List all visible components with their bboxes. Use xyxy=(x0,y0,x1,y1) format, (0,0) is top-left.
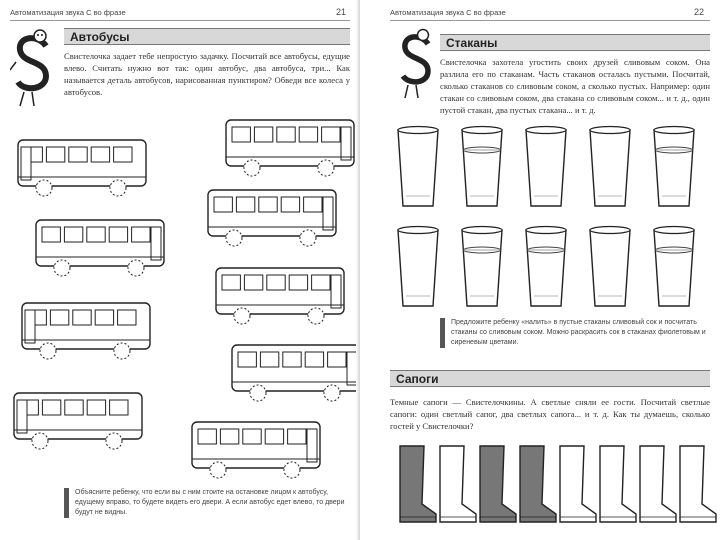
bus-wheel xyxy=(114,343,130,359)
bus-drawing xyxy=(226,120,354,176)
section-title-boots: Сапоги xyxy=(390,370,710,387)
bus-drawing xyxy=(14,393,142,449)
bus-wheel xyxy=(300,230,316,246)
glass-drawing xyxy=(462,127,502,207)
bus-wheel xyxy=(106,433,122,449)
teacher-note-glasses: Предложите ребенку «налить» в пустые стаканы сливовый сок и посчитать стаканы со сливовым соком. Можно раскрасить сок в стаканах фиолетовым и сиреневым цветами. xyxy=(440,318,710,348)
glass-drawing xyxy=(590,127,630,207)
text-glasses: Свистелочка захотела угостить своих друзей сливовым соком. Она разлила его по стаканам. Часть стаканов осталась пустыми. Посчитай, сколько стаканов со сливовым соком, а сколько пустых. Например: один стакан со сливовым соком, два стакана со сливовым соком... и т. д., один пустой стакан, два пустых стакана... и т. д. xyxy=(440,57,710,115)
right-page xyxy=(360,0,720,540)
bus-drawing xyxy=(192,422,320,478)
bus-wheel xyxy=(36,180,52,196)
bus-wheel xyxy=(318,160,334,176)
bus-drawing xyxy=(216,268,344,324)
glass-drawing xyxy=(654,227,694,307)
bus-drawing xyxy=(36,220,164,276)
section-title-glasses: Стаканы xyxy=(440,34,710,51)
bus-wheel xyxy=(54,260,70,276)
bus-wheel xyxy=(32,433,48,449)
page-number-left: 21 xyxy=(336,7,347,17)
bus-wheel xyxy=(128,260,144,276)
boot-drawing xyxy=(640,446,676,522)
glass-drawing xyxy=(398,127,438,207)
section-title-buses: Автобусы xyxy=(64,28,350,45)
boot-drawing xyxy=(440,446,476,522)
bus-drawing xyxy=(22,303,150,359)
bus-wheel xyxy=(324,385,340,401)
bus-wheel xyxy=(250,385,266,401)
bus-wheel xyxy=(210,462,226,478)
boot-drawing xyxy=(680,446,716,522)
bus-wheel xyxy=(308,308,324,324)
boot-drawing xyxy=(400,446,436,522)
boot-drawing xyxy=(600,446,636,522)
intro-text-buses: Свистелочка задает тебе непростую задачку. Посчитай все автобусы, едущие влево. Считать нужно вот так: один автобус, два автобуса, три... Как называется деталь автобусов, нарисованная пунктиром? Обведи все колеса у автобусов. xyxy=(64,51,350,97)
bus-drawing xyxy=(18,140,146,196)
bus-wheel xyxy=(226,230,242,246)
running-head-left: Автоматизация звука С во фразе xyxy=(10,8,126,17)
glass-drawing xyxy=(398,227,438,307)
bus-wheel xyxy=(234,308,250,324)
glass-drawing xyxy=(526,227,566,307)
bus-drawing xyxy=(208,190,336,246)
boot-drawing xyxy=(560,446,596,522)
bus-wheel xyxy=(284,462,300,478)
glass-drawing xyxy=(526,127,566,207)
bus-wheel xyxy=(110,180,126,196)
bus-wheel xyxy=(244,160,260,176)
teacher-note-buses: Объясните ребенку, что если вы с ним стоите на остановке лицом к автобусу, едущему вправо, то будете видеть его двери. А если автобус едет влево, то двери будут не видны. xyxy=(64,488,354,518)
bus-drawing xyxy=(232,345,360,401)
boot-drawing xyxy=(480,446,516,522)
glass-drawing xyxy=(462,227,502,307)
text-boots: Темные сапоги — Свистелочкины. А светлые сняли ее гости. Посчитай светлые сапоги: один светлый сапог, два светлых сапога... и т. д. Как ты думаешь, сколько гостей у Свистелочки? xyxy=(390,397,710,431)
glasses-and-boots-illustration xyxy=(360,0,720,540)
glass-drawing xyxy=(654,127,694,207)
boot-drawing xyxy=(520,446,556,522)
glass-drawing xyxy=(590,227,630,307)
page-number-right: 22 xyxy=(694,7,705,17)
bus-wheel xyxy=(40,343,56,359)
running-head-right: Автоматизация звука С во фразе xyxy=(390,8,506,17)
